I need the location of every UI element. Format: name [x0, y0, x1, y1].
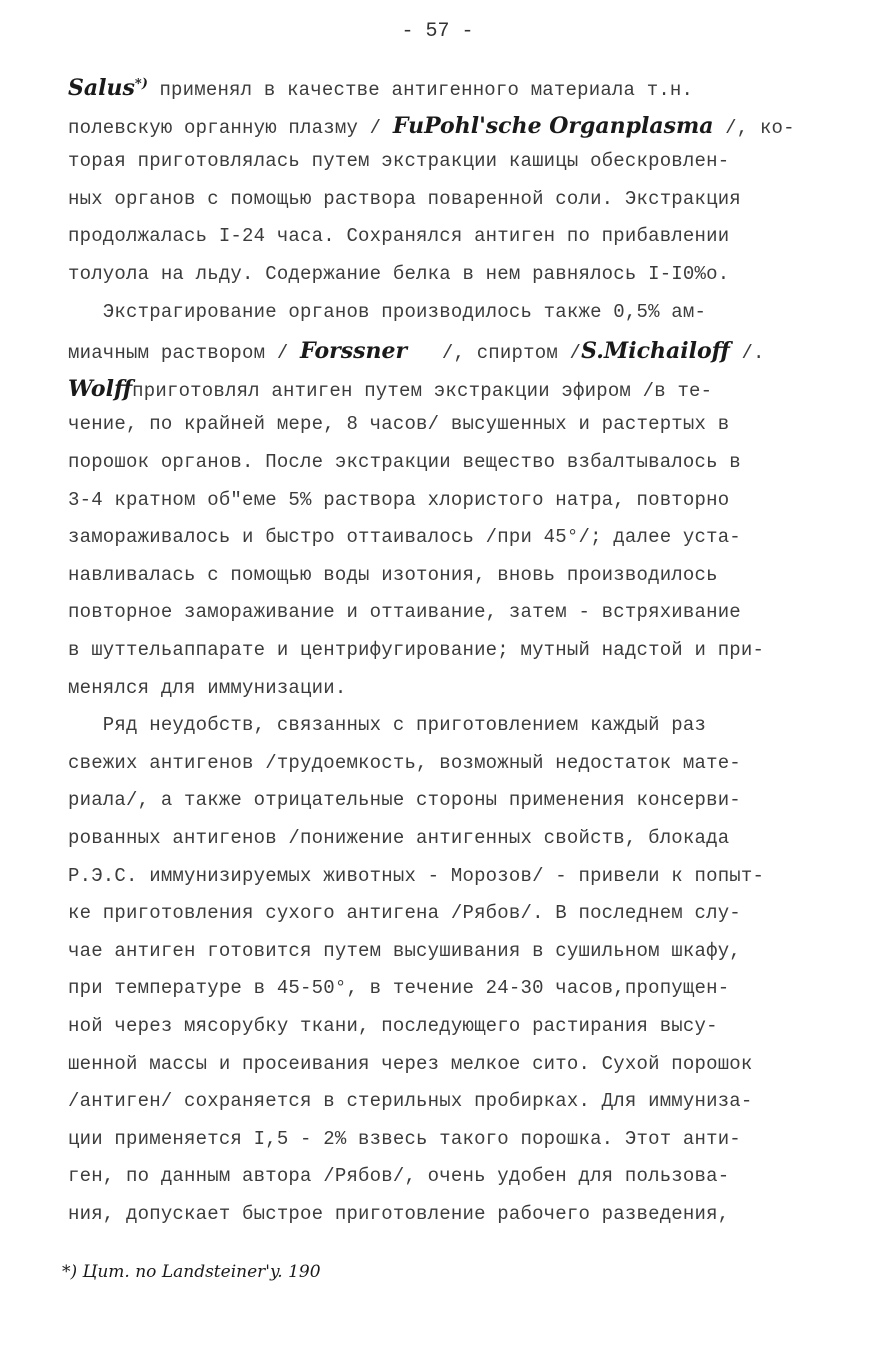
- text-line: [68, 1015, 718, 1037]
- text-segment: шенной массы и просеивания через мелкое сито. Сухой порошок: [68, 1052, 753, 1075]
- text-line: [68, 489, 729, 511]
- text-segment: ной через мясорубку ткани, последующего растирания высу-: [68, 1015, 718, 1037]
- text-segment: ции применяется I,5 - 2% взвесь такого порошка. Этот анти-: [68, 1127, 741, 1150]
- text-segment: чае антиген готовится путем высушивания в сушильном шкафу,: [68, 939, 741, 962]
- text-segment: повторное замораживание и оттаивание, затем - встряхивание: [68, 601, 741, 624]
- text-segment: приготовлял антиген путем экстракции эфиром /в те-: [132, 379, 713, 402]
- text-segment: /антиген/ сохраняется в стерильных пробирках. Для иммуниза-: [68, 1090, 753, 1113]
- text-line: [68, 752, 741, 774]
- text-line: [68, 789, 741, 811]
- text-segment: риала/, а также отрицательные стороны применения консерви-: [68, 789, 741, 812]
- text-line: [68, 1053, 753, 1075]
- text-line: [68, 1165, 729, 1187]
- text-segment: толуола на льду. Содержание белка в нем равнялось I-I0%о.: [68, 263, 730, 285]
- text-segment: 3-4 кратном об"еме 5% раствора хлористого натра, повторно: [68, 488, 730, 511]
- text-segment: Ряд неудобств, связанных с приготовлением каждый раз: [68, 714, 707, 737]
- text-segment: /.: [729, 342, 765, 365]
- text-segment: при температуре в 45-50°, в течение 24-30 часов,пропущен-: [68, 977, 730, 1000]
- text-line: [68, 827, 729, 849]
- text-segment: свежих антигенов /трудоемкость, возможный недостаток мате-: [68, 751, 741, 774]
- text-line: [68, 714, 706, 736]
- text-line: [68, 1090, 753, 1112]
- text-segment: торая приготовлялась путем экстракции кашицы обескровлен-: [68, 150, 730, 173]
- text-segment: навливалась с помощью воды изотония, вновь производилось: [68, 563, 718, 586]
- text-line: [68, 526, 741, 548]
- text-segment: применял в качестве антигенного материала т.н.: [147, 79, 694, 101]
- text-segment: ния, допускает быстрое приготовление рабочего разведения,: [68, 1203, 730, 1225]
- text-segment: ке приготовления сухого антигена /Рябов/. В последнем слу-: [68, 902, 741, 925]
- text-line: [68, 188, 741, 210]
- text-segment: ных органов с помощью раствора поваренной соли. Экстракция: [68, 187, 741, 210]
- text-line: [68, 75, 693, 101]
- text-line: [68, 639, 764, 661]
- text-segment: Р.Э.С. иммунизируемых животных - Морозов/ - привели к попыт-: [68, 864, 765, 887]
- text-line: [68, 150, 729, 172]
- text-segment: продолжалась I-24 часа. Сохранялся антиген по прибавлении: [68, 225, 730, 248]
- text-line: [68, 113, 795, 139]
- text-segment: в шуттельаппарате и центрифугирование; мутный надстой и при-: [68, 639, 765, 661]
- text-line: [68, 413, 729, 435]
- text-line: [68, 1128, 741, 1150]
- text-line: [68, 601, 741, 623]
- text-line: [68, 225, 729, 247]
- page-number: - 57 -: [401, 20, 474, 43]
- footnote-marker: *): [134, 76, 148, 92]
- text-segment: Экстрагирование органов производилось также 0,5% ам-: [68, 300, 707, 323]
- text-segment: полевскую органную плазму /: [68, 116, 393, 139]
- text-segment: чение, по крайней мере, 8 часов/ высушенных и растертых в: [68, 413, 730, 436]
- text-line: [68, 376, 712, 402]
- text-segment: рованных антигенов /понижение антигенных свойств, блокада: [68, 827, 730, 849]
- handwritten-name: Salus: [68, 75, 135, 101]
- text-segment: ген, по данным автора /Рябов/, очень удобен для пользова-: [68, 1165, 730, 1188]
- text-segment: замораживалось и быстро оттаивалось /при 45°/; далее уста-: [68, 526, 741, 549]
- text-line: [68, 301, 706, 323]
- text-line: [68, 865, 764, 887]
- handwritten-name: Wolff: [68, 375, 133, 402]
- text-segment: порошок органов. После экстракции вещество взбалтывалось в: [68, 451, 741, 473]
- text-line: [68, 564, 718, 586]
- handwritten-name: Forssner: [300, 338, 408, 365]
- text-line: [68, 1203, 729, 1225]
- text-segment: /, ко-: [713, 116, 795, 139]
- text-line: [68, 677, 346, 699]
- text-segment: миачным раствором /: [68, 342, 301, 365]
- text-line: [68, 263, 729, 285]
- text-segment: /, спиртом /: [407, 342, 582, 365]
- text-line: [68, 977, 729, 999]
- footnote: *) Цит. по Landsteiner'y. 190: [62, 1262, 321, 1282]
- text-line: [68, 902, 741, 924]
- text-line: [68, 451, 741, 473]
- handwritten-name: S.Michailoff: [581, 338, 730, 365]
- text-line: [68, 940, 741, 962]
- handwritten-name: FuPohl'sche Organplasma: [392, 112, 714, 139]
- text-segment: менялся для иммунизации.: [68, 676, 347, 699]
- text-line: [68, 338, 765, 364]
